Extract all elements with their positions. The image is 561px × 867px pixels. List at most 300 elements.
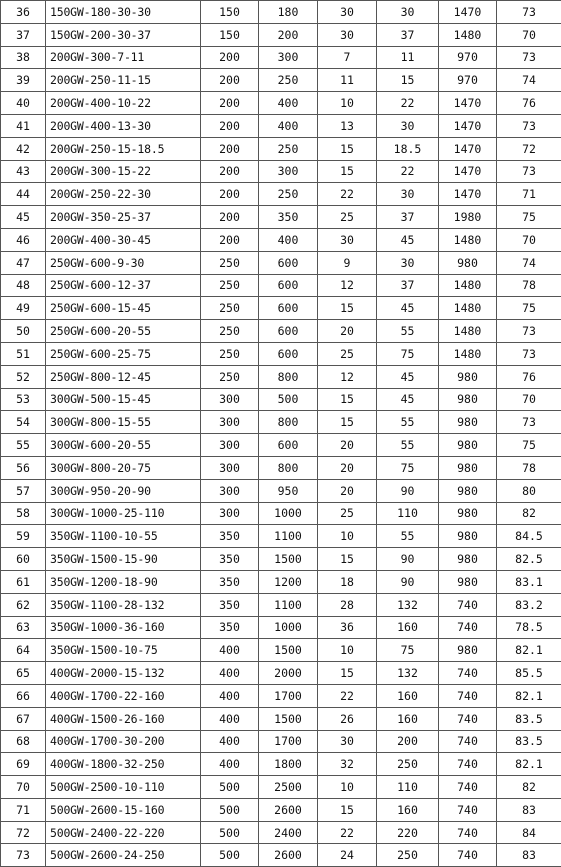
efficiency-cell: 73 <box>497 160 561 183</box>
efficiency-cell: 83 <box>497 798 561 821</box>
row-number-cell: 62 <box>1 593 46 616</box>
head-cell: 15 <box>318 548 377 571</box>
flow-cell: 400 <box>259 92 318 115</box>
row-number-cell: 65 <box>1 662 46 685</box>
row-number-cell: 41 <box>1 114 46 137</box>
diameter-cell: 150 <box>201 1 259 24</box>
row-number-cell: 39 <box>1 69 46 92</box>
model-cell: 200GW-250-11-15 <box>46 69 201 92</box>
table-row <box>1 798 561 821</box>
row-number-cell: 53 <box>1 388 46 411</box>
speed-cell: 980 <box>439 479 497 502</box>
efficiency-cell: 85.5 <box>497 662 561 685</box>
table-row <box>1 342 561 365</box>
head-cell: 10 <box>318 639 377 662</box>
flow-cell: 400 <box>259 114 318 137</box>
head-cell: 30 <box>318 1 377 24</box>
flow-cell: 2000 <box>259 662 318 685</box>
speed-cell: 980 <box>439 251 497 274</box>
row-number-cell: 43 <box>1 160 46 183</box>
speed-cell: 980 <box>439 502 497 525</box>
flow-cell: 250 <box>259 69 318 92</box>
flow-cell: 600 <box>259 320 318 343</box>
speed-cell: 980 <box>439 525 497 548</box>
model-cell: 400GW-1700-30-200 <box>46 730 201 753</box>
efficiency-cell: 75 <box>497 434 561 457</box>
row-number-cell: 44 <box>1 183 46 206</box>
flow-cell: 200 <box>259 23 318 46</box>
diameter-cell: 300 <box>201 456 259 479</box>
speed-cell: 970 <box>439 69 497 92</box>
diameter-cell: 200 <box>201 228 259 251</box>
row-number-cell: 63 <box>1 616 46 639</box>
power-cell: 45 <box>377 388 439 411</box>
row-number-cell: 69 <box>1 753 46 776</box>
model-cell: 250GW-600-20-55 <box>46 320 201 343</box>
head-cell: 15 <box>318 798 377 821</box>
diameter-cell: 150 <box>201 23 259 46</box>
row-number-cell: 61 <box>1 570 46 593</box>
table-row <box>1 114 561 137</box>
power-cell: 90 <box>377 548 439 571</box>
flow-cell: 300 <box>259 160 318 183</box>
speed-cell: 1470 <box>439 183 497 206</box>
flow-cell: 1500 <box>259 639 318 662</box>
diameter-cell: 500 <box>201 844 259 867</box>
diameter-cell: 350 <box>201 593 259 616</box>
speed-cell: 1480 <box>439 274 497 297</box>
table-row <box>1 434 561 457</box>
speed-cell: 1470 <box>439 1 497 24</box>
speed-cell: 740 <box>439 821 497 844</box>
head-cell: 25 <box>318 502 377 525</box>
speed-cell: 980 <box>439 388 497 411</box>
flow-cell: 800 <box>259 411 318 434</box>
row-number-cell: 68 <box>1 730 46 753</box>
efficiency-cell: 82.5 <box>497 548 561 571</box>
head-cell: 28 <box>318 593 377 616</box>
flow-cell: 600 <box>259 297 318 320</box>
row-number-cell: 49 <box>1 297 46 320</box>
efficiency-cell: 76 <box>497 365 561 388</box>
power-cell: 75 <box>377 456 439 479</box>
diameter-cell: 400 <box>201 684 259 707</box>
table-row <box>1 297 561 320</box>
diameter-cell: 300 <box>201 479 259 502</box>
power-cell: 55 <box>377 434 439 457</box>
model-cell: 350GW-1000-36-160 <box>46 616 201 639</box>
speed-cell: 740 <box>439 684 497 707</box>
head-cell: 12 <box>318 365 377 388</box>
efficiency-cell: 83.5 <box>497 707 561 730</box>
efficiency-cell: 73 <box>497 114 561 137</box>
table-row <box>1 753 561 776</box>
head-cell: 26 <box>318 707 377 730</box>
diameter-cell: 200 <box>201 206 259 229</box>
table-row <box>1 479 561 502</box>
model-cell: 250GW-600-12-37 <box>46 274 201 297</box>
diameter-cell: 400 <box>201 753 259 776</box>
model-cell: 250GW-600-9-30 <box>46 251 201 274</box>
head-cell: 20 <box>318 434 377 457</box>
flow-cell: 950 <box>259 479 318 502</box>
speed-cell: 980 <box>439 456 497 479</box>
flow-cell: 2400 <box>259 821 318 844</box>
power-cell: 90 <box>377 479 439 502</box>
head-cell: 32 <box>318 753 377 776</box>
flow-cell: 1800 <box>259 753 318 776</box>
power-cell: 250 <box>377 844 439 867</box>
speed-cell: 740 <box>439 730 497 753</box>
power-cell: 250 <box>377 753 439 776</box>
row-number-cell: 56 <box>1 456 46 479</box>
diameter-cell: 350 <box>201 548 259 571</box>
flow-cell: 250 <box>259 137 318 160</box>
model-cell: 200GW-300-15-22 <box>46 160 201 183</box>
head-cell: 10 <box>318 92 377 115</box>
row-number-cell: 52 <box>1 365 46 388</box>
table-row <box>1 684 561 707</box>
head-cell: 10 <box>318 776 377 799</box>
diameter-cell: 200 <box>201 183 259 206</box>
head-cell: 30 <box>318 228 377 251</box>
efficiency-cell: 72 <box>497 137 561 160</box>
model-cell: 350GW-1500-10-75 <box>46 639 201 662</box>
diameter-cell: 200 <box>201 114 259 137</box>
model-cell: 400GW-1500-26-160 <box>46 707 201 730</box>
diameter-cell: 250 <box>201 297 259 320</box>
speed-cell: 1480 <box>439 342 497 365</box>
diameter-cell: 400 <box>201 639 259 662</box>
model-cell: 500GW-2400-22-220 <box>46 821 201 844</box>
efficiency-cell: 82.1 <box>497 639 561 662</box>
efficiency-cell: 82.1 <box>497 753 561 776</box>
diameter-cell: 500 <box>201 821 259 844</box>
flow-cell: 500 <box>259 388 318 411</box>
diameter-cell: 200 <box>201 92 259 115</box>
model-cell: 300GW-950-20-90 <box>46 479 201 502</box>
power-cell: 18.5 <box>377 137 439 160</box>
table-row <box>1 1 561 24</box>
flow-cell: 800 <box>259 365 318 388</box>
speed-cell: 740 <box>439 616 497 639</box>
table-row <box>1 320 561 343</box>
model-cell: 350GW-1100-10-55 <box>46 525 201 548</box>
speed-cell: 1480 <box>439 297 497 320</box>
efficiency-cell: 70 <box>497 388 561 411</box>
table-row <box>1 844 561 867</box>
row-number-cell: 37 <box>1 23 46 46</box>
model-cell: 200GW-250-15-18.5 <box>46 137 201 160</box>
model-cell: 300GW-800-20-75 <box>46 456 201 479</box>
flow-cell: 1200 <box>259 570 318 593</box>
power-cell: 200 <box>377 730 439 753</box>
model-cell: 250GW-600-15-45 <box>46 297 201 320</box>
model-cell: 300GW-800-15-55 <box>46 411 201 434</box>
head-cell: 22 <box>318 684 377 707</box>
speed-cell: 1480 <box>439 320 497 343</box>
power-cell: 11 <box>377 46 439 69</box>
diameter-cell: 500 <box>201 798 259 821</box>
flow-cell: 180 <box>259 1 318 24</box>
table-row <box>1 776 561 799</box>
table-row <box>1 593 561 616</box>
row-number-cell: 72 <box>1 821 46 844</box>
speed-cell: 740 <box>439 753 497 776</box>
power-cell: 22 <box>377 160 439 183</box>
diameter-cell: 250 <box>201 320 259 343</box>
row-number-cell: 46 <box>1 228 46 251</box>
speed-cell: 740 <box>439 593 497 616</box>
efficiency-cell: 78.5 <box>497 616 561 639</box>
table-row <box>1 206 561 229</box>
head-cell: 15 <box>318 297 377 320</box>
model-cell: 350GW-1100-28-132 <box>46 593 201 616</box>
head-cell: 15 <box>318 137 377 160</box>
flow-cell: 800 <box>259 456 318 479</box>
efficiency-cell: 70 <box>497 228 561 251</box>
efficiency-cell: 70 <box>497 23 561 46</box>
row-number-cell: 59 <box>1 525 46 548</box>
head-cell: 25 <box>318 342 377 365</box>
speed-cell: 740 <box>439 662 497 685</box>
table-row <box>1 388 561 411</box>
head-cell: 7 <box>318 46 377 69</box>
model-cell: 300GW-500-15-45 <box>46 388 201 411</box>
speed-cell: 1470 <box>439 137 497 160</box>
diameter-cell: 250 <box>201 274 259 297</box>
speed-cell: 1470 <box>439 160 497 183</box>
row-number-cell: 51 <box>1 342 46 365</box>
power-cell: 45 <box>377 228 439 251</box>
model-cell: 150GW-180-30-30 <box>46 1 201 24</box>
efficiency-cell: 82 <box>497 502 561 525</box>
diameter-cell: 400 <box>201 730 259 753</box>
power-cell: 37 <box>377 206 439 229</box>
row-number-cell: 45 <box>1 206 46 229</box>
speed-cell: 980 <box>439 434 497 457</box>
model-cell: 200GW-400-10-22 <box>46 92 201 115</box>
flow-cell: 1500 <box>259 707 318 730</box>
flow-cell: 2500 <box>259 776 318 799</box>
speed-cell: 1980 <box>439 206 497 229</box>
efficiency-cell: 76 <box>497 92 561 115</box>
table-row <box>1 525 561 548</box>
power-cell: 160 <box>377 616 439 639</box>
model-cell: 150GW-200-30-37 <box>46 23 201 46</box>
row-number-cell: 36 <box>1 1 46 24</box>
row-number-cell: 64 <box>1 639 46 662</box>
head-cell: 22 <box>318 821 377 844</box>
model-cell: 350GW-1200-18-90 <box>46 570 201 593</box>
diameter-cell: 250 <box>201 342 259 365</box>
table-row <box>1 821 561 844</box>
power-cell: 110 <box>377 776 439 799</box>
row-number-cell: 58 <box>1 502 46 525</box>
power-cell: 160 <box>377 798 439 821</box>
row-number-cell: 73 <box>1 844 46 867</box>
model-cell: 350GW-1500-15-90 <box>46 548 201 571</box>
power-cell: 75 <box>377 639 439 662</box>
row-number-cell: 48 <box>1 274 46 297</box>
model-cell: 300GW-1000-25-110 <box>46 502 201 525</box>
table-row <box>1 46 561 69</box>
diameter-cell: 300 <box>201 411 259 434</box>
model-cell: 250GW-800-12-45 <box>46 365 201 388</box>
flow-cell: 600 <box>259 274 318 297</box>
table-row <box>1 183 561 206</box>
head-cell: 30 <box>318 23 377 46</box>
flow-cell: 1000 <box>259 616 318 639</box>
power-cell: 15 <box>377 69 439 92</box>
head-cell: 10 <box>318 525 377 548</box>
efficiency-cell: 71 <box>497 183 561 206</box>
efficiency-cell: 73 <box>497 1 561 24</box>
power-cell: 45 <box>377 365 439 388</box>
power-cell: 55 <box>377 525 439 548</box>
table-row <box>1 707 561 730</box>
row-number-cell: 47 <box>1 251 46 274</box>
efficiency-cell: 78 <box>497 274 561 297</box>
efficiency-cell: 82.1 <box>497 684 561 707</box>
power-cell: 37 <box>377 23 439 46</box>
diameter-cell: 400 <box>201 662 259 685</box>
speed-cell: 980 <box>439 548 497 571</box>
flow-cell: 600 <box>259 434 318 457</box>
speed-cell: 1480 <box>439 228 497 251</box>
flow-cell: 1500 <box>259 548 318 571</box>
flow-cell: 400 <box>259 228 318 251</box>
power-cell: 30 <box>377 251 439 274</box>
head-cell: 9 <box>318 251 377 274</box>
power-cell: 132 <box>377 593 439 616</box>
efficiency-cell: 83 <box>497 844 561 867</box>
head-cell: 20 <box>318 456 377 479</box>
head-cell: 15 <box>318 160 377 183</box>
flow-cell: 1700 <box>259 730 318 753</box>
head-cell: 22 <box>318 183 377 206</box>
table-row <box>1 662 561 685</box>
model-cell: 500GW-2600-15-160 <box>46 798 201 821</box>
diameter-cell: 400 <box>201 707 259 730</box>
diameter-cell: 350 <box>201 616 259 639</box>
diameter-cell: 350 <box>201 525 259 548</box>
flow-cell: 1700 <box>259 684 318 707</box>
efficiency-cell: 74 <box>497 251 561 274</box>
head-cell: 13 <box>318 114 377 137</box>
row-number-cell: 38 <box>1 46 46 69</box>
diameter-cell: 200 <box>201 69 259 92</box>
speed-cell: 740 <box>439 776 497 799</box>
power-cell: 30 <box>377 1 439 24</box>
table-row <box>1 570 561 593</box>
head-cell: 15 <box>318 662 377 685</box>
speed-cell: 980 <box>439 639 497 662</box>
head-cell: 11 <box>318 69 377 92</box>
model-cell: 400GW-2000-15-132 <box>46 662 201 685</box>
head-cell: 30 <box>318 730 377 753</box>
table-row <box>1 365 561 388</box>
row-number-cell: 55 <box>1 434 46 457</box>
row-number-cell: 66 <box>1 684 46 707</box>
model-cell: 300GW-600-20-55 <box>46 434 201 457</box>
diameter-cell: 350 <box>201 570 259 593</box>
model-cell: 250GW-600-25-75 <box>46 342 201 365</box>
row-number-cell: 40 <box>1 92 46 115</box>
head-cell: 12 <box>318 274 377 297</box>
flow-cell: 1100 <box>259 593 318 616</box>
row-number-cell: 57 <box>1 479 46 502</box>
flow-cell: 1100 <box>259 525 318 548</box>
flow-cell: 600 <box>259 342 318 365</box>
diameter-cell: 200 <box>201 46 259 69</box>
model-cell: 200GW-300-7-11 <box>46 46 201 69</box>
model-cell: 400GW-1700-22-160 <box>46 684 201 707</box>
diameter-cell: 300 <box>201 434 259 457</box>
head-cell: 15 <box>318 388 377 411</box>
model-cell: 200GW-250-22-30 <box>46 183 201 206</box>
row-number-cell: 67 <box>1 707 46 730</box>
head-cell: 25 <box>318 206 377 229</box>
power-cell: 90 <box>377 570 439 593</box>
model-cell: 200GW-350-25-37 <box>46 206 201 229</box>
table-row <box>1 502 561 525</box>
row-number-cell: 54 <box>1 411 46 434</box>
efficiency-cell: 83.1 <box>497 570 561 593</box>
power-cell: 55 <box>377 411 439 434</box>
power-cell: 160 <box>377 684 439 707</box>
efficiency-cell: 83.5 <box>497 730 561 753</box>
power-cell: 75 <box>377 342 439 365</box>
speed-cell: 1470 <box>439 92 497 115</box>
speed-cell: 970 <box>439 46 497 69</box>
efficiency-cell: 84 <box>497 821 561 844</box>
table-row <box>1 616 561 639</box>
power-cell: 30 <box>377 183 439 206</box>
efficiency-cell: 83.2 <box>497 593 561 616</box>
speed-cell: 980 <box>439 365 497 388</box>
efficiency-cell: 73 <box>497 320 561 343</box>
diameter-cell: 200 <box>201 137 259 160</box>
model-cell: 400GW-1800-32-250 <box>46 753 201 776</box>
diameter-cell: 250 <box>201 365 259 388</box>
power-cell: 220 <box>377 821 439 844</box>
row-number-cell: 42 <box>1 137 46 160</box>
efficiency-cell: 75 <box>497 206 561 229</box>
head-cell: 15 <box>318 411 377 434</box>
flow-cell: 2600 <box>259 798 318 821</box>
efficiency-cell: 73 <box>497 46 561 69</box>
row-number-cell: 60 <box>1 548 46 571</box>
efficiency-cell: 73 <box>497 411 561 434</box>
table-row <box>1 92 561 115</box>
table-row <box>1 411 561 434</box>
speed-cell: 1470 <box>439 114 497 137</box>
table-row <box>1 69 561 92</box>
table-row <box>1 274 561 297</box>
flow-cell: 250 <box>259 183 318 206</box>
flow-cell: 300 <box>259 46 318 69</box>
power-cell: 132 <box>377 662 439 685</box>
model-cell: 200GW-400-13-30 <box>46 114 201 137</box>
row-number-cell: 50 <box>1 320 46 343</box>
speed-cell: 980 <box>439 411 497 434</box>
model-cell: 500GW-2600-24-250 <box>46 844 201 867</box>
power-cell: 30 <box>377 114 439 137</box>
table-row <box>1 730 561 753</box>
row-number-cell: 71 <box>1 798 46 821</box>
diameter-cell: 300 <box>201 388 259 411</box>
